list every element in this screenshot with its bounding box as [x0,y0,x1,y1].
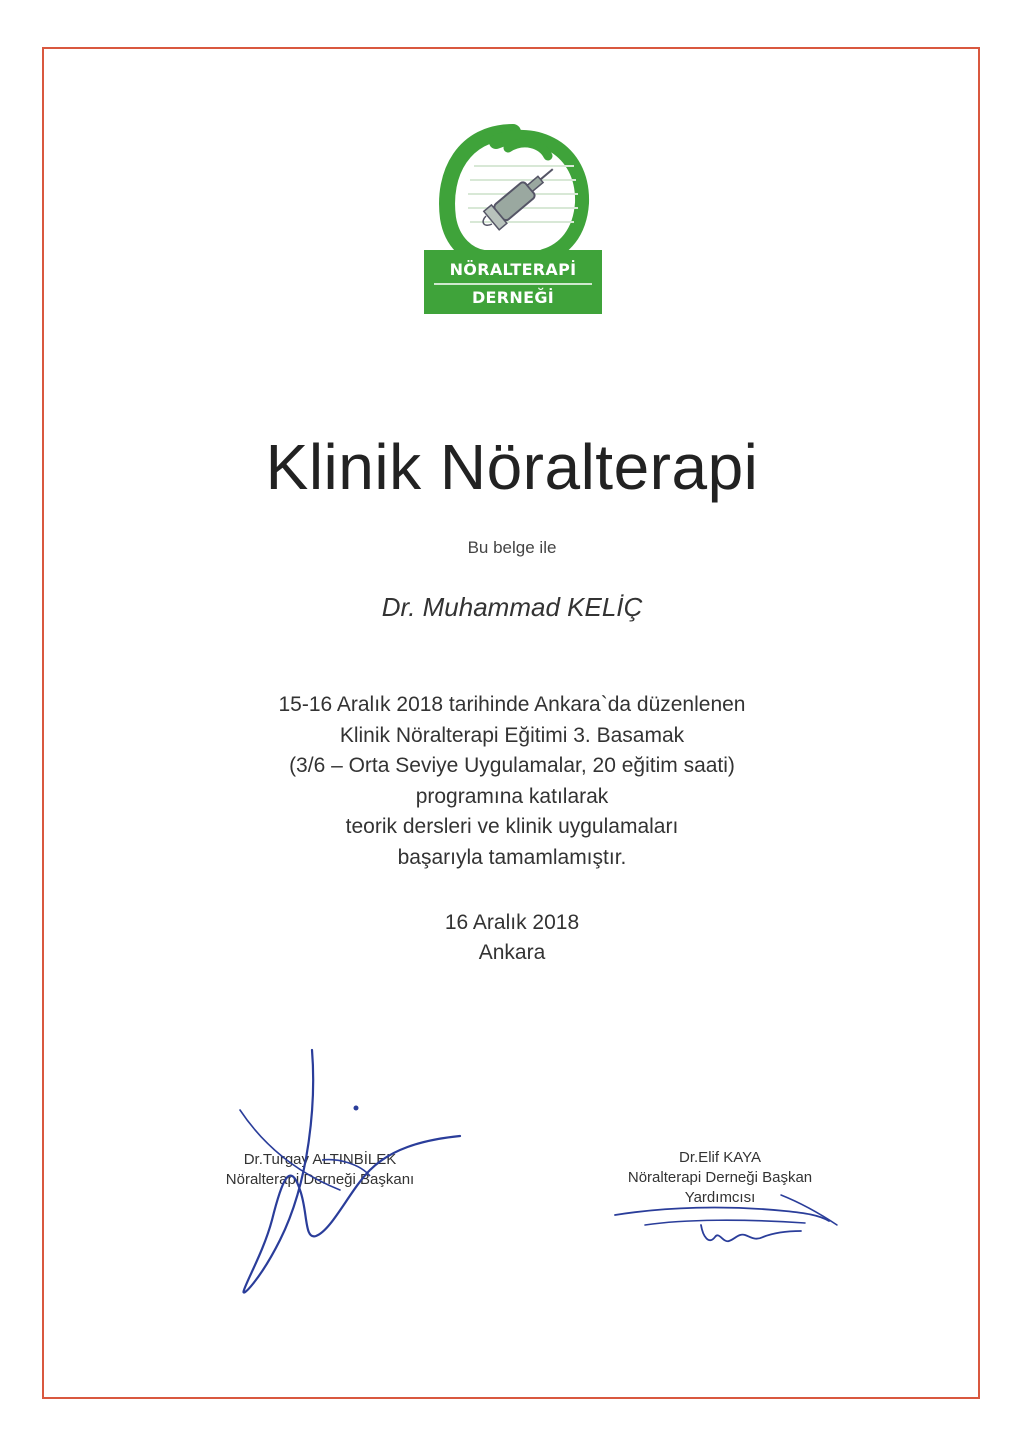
logo-text-line1: NÖRALTERAPİ [449,260,577,279]
signer-name-right: Dr.Elif KAYA [679,1149,761,1166]
body-line: (3/6 – Orta Seviye Uygulamalar, 20 eğitim saati) [289,754,735,777]
signer-role-left: Nöralterapi Derneği Başkanı [225,1171,415,1188]
handwritten-signature-left-icon [220,1040,480,1310]
issue-date: 16 Aralık 2018 [444,911,580,934]
body-line: programına katılarak [415,784,609,808]
certificate-title: Klinik Nöralterapi [265,431,759,503]
intro-text: Bu belge ile [467,538,557,557]
recipient-name: Dr. Muhammad KELİÇ [381,592,643,622]
body-line: Klinik Nöralterapi Eğitimi 3. Basamak [339,723,685,747]
signer-role-right: Nöralterapi Derneği Başkan [627,1169,813,1186]
signer-role-right-2: Yardımcısı [684,1189,756,1206]
issue-place: Ankara [478,941,546,964]
body-line: teorik dersleri ve klinik uygulamaları [345,815,679,838]
handwritten-signature-right-icon [605,1185,845,1255]
body-line: başarıyla tamamlamıştır. [397,845,627,869]
certificate-body [0,690,1024,873]
signer-name-left: Dr.Turgay ALTINBİLEK [243,1151,397,1168]
logo-text-line2: DERNEĞİ [471,288,555,307]
body-line: 15-16 Aralık 2018 tarihinde Ankara`da düzenlenen [278,693,746,716]
issue-date-place [0,908,1024,968]
